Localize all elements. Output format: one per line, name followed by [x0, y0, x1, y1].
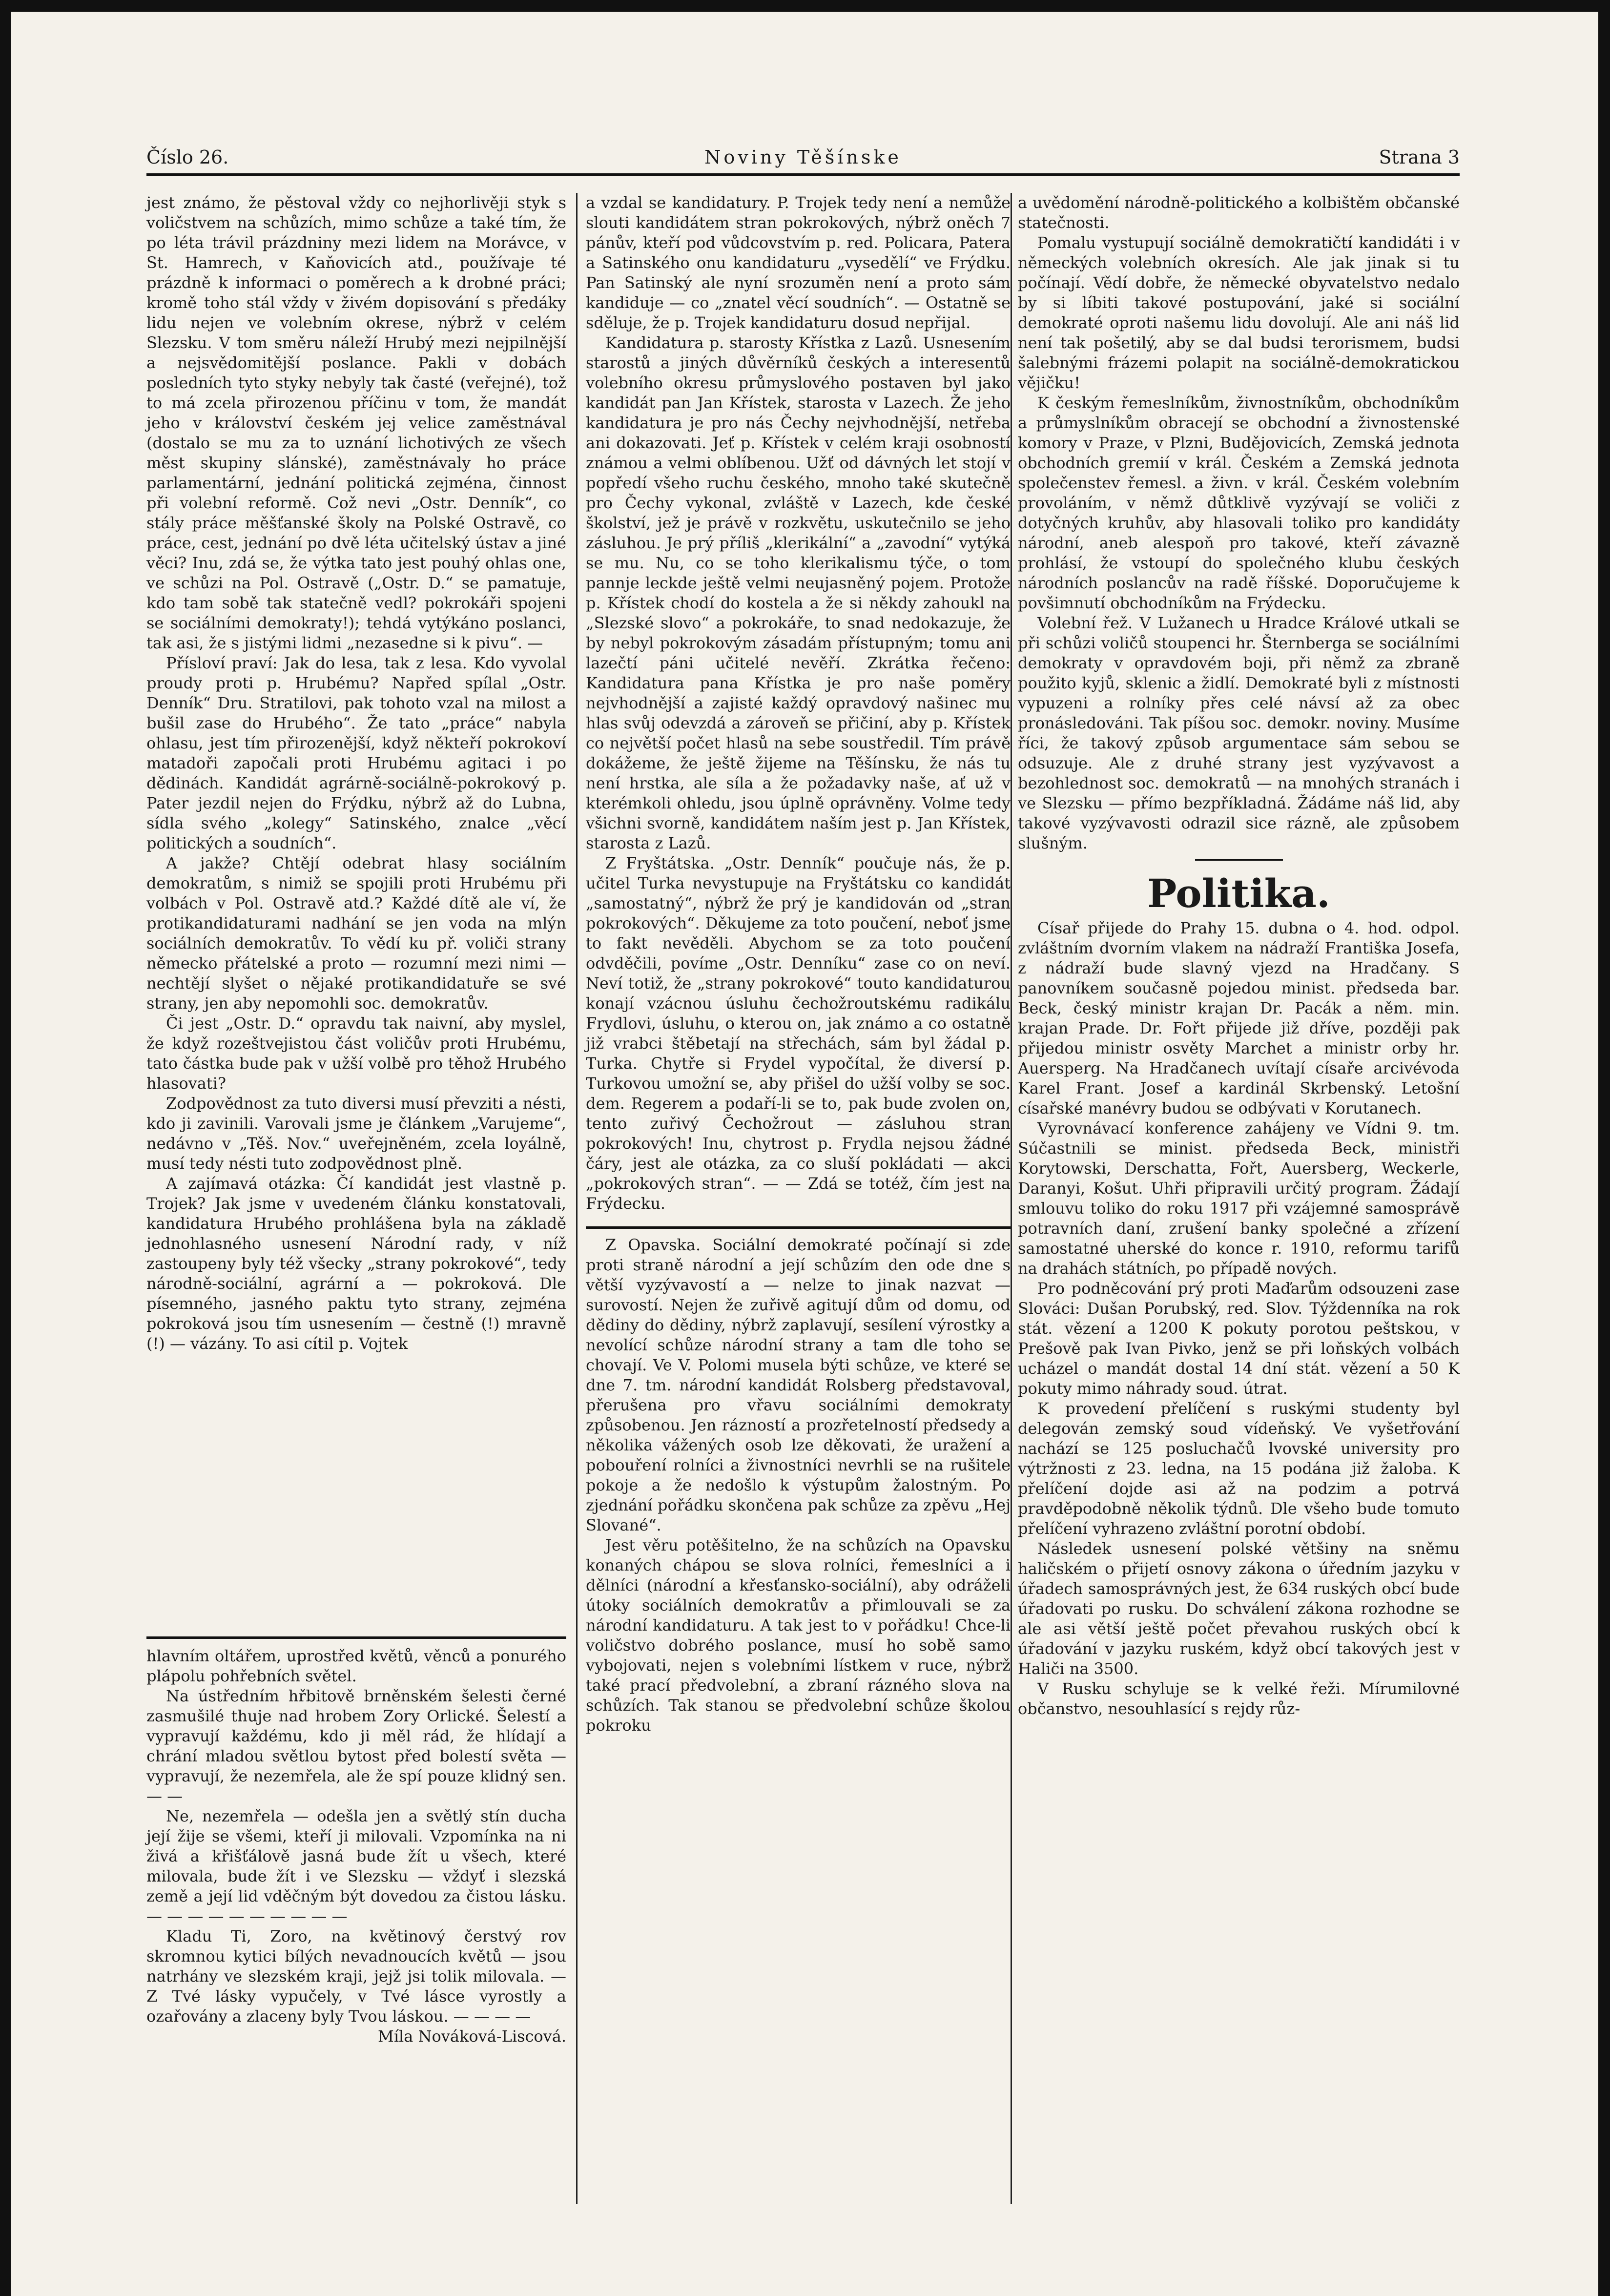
paragraph: Z Opavska. Sociální demokraté počínají si zde proti straně národní a její schůzím den ode dne s větší vyzývavostí a — nelze to jinak nazvat — surovostí. Nejen že zuřivě agitují dům od domu, od dědiny do dědiny, nýbrž zaplavují, sesílení výrostky a nevolící schůze národní strany a tam dle toho se chovají. Ve V. Polomi musela býti schůze, ve které se dne 7. tm. národní kandidát Rolsberg představoval, přerušena pro vřavu sociálními demokraty způsobenou. Jen rázností a prozřetelností předsedy a několika vážených osob lze děkovati, že uražení a pobouření rolníci a živnostníci nevrhli se na rušitele pokoje a že nedošlo k výstupům žalostným. Po zjednání pořádku skončena pak schůze za zpěvu „Hej Slované“.	[586, 1236, 1011, 1534]
paragraph: Přísloví praví: Jak do lesa, tak z lesa. Kdo vyvolal proudy proti p. Hrubému? Napřed spílal „Ostr. Denník“ Dru. Stratilovi, pak tohoto vzal na milost a bušil zase do Hrubého“. Že tato „práce“ nabyla ohlasu, jest tím přirozenější, když někteří pokrokoví matadoři započali proti Hrubému agitaci i po dědinách. Kandidát agrárně-sociálně-pokrokový p. Pater jezdil nejen do Frýdku, nýbrž až do Lubna, sídla svého „kolegy“ Satinského, znalce „věcí politických a soudních“.	[146, 654, 566, 852]
column-divider	[1011, 193, 1012, 2204]
paragraph: jest známo, že pěstoval vždy co nejhorlivěji styk s voličstvem na schůzích, mimo schůze a také tím, že po léta trávil prázdniny mezi lidem na Morávce, v St. Hamrech, v Kaňovicích atd., používaje té prázdně k informaci o poměrech a k drobné práci; kromě toho stál vždy v živém dopisování s předáky lidu nejen ve volebním okrese, nýbrž v celém Slezsku. V tom směru náleží Hrubý mezi nejpilnější a nejsvědomitější poslance. Pakli v dobách posledních tyto styky nebyly tak časté (veřejné), tož to má zcela přirozenou příčinu v tom, že mandát jeho v království českém jej velice zaměstnával (dostalo se mu za to uznání lichotivých ze všech měst skupiny slánské), zaměstnávaly ho práce parlamentární, jednání politická zejména, činnost při volební reformě. Což nevi „Ostr. Denník“, co stály práce měšťanské školy na Polské Ostravě, co práce, cest, jednání po dvě léta učitelský ústav a jiné věci? Inu, zdá se, že výtka tato jest pouhý ohlas one, ve schůzi na Pol. Ostravě („Ostr. D.“ se pamatuje, kdo tam sobě tak statečně vedl? pokrokáři spojeni se sociálními demokraty!); tehdá vytýkáno poslanci, tak asi, že s jistými lidmi „nezasedne si k pivu“. —	[146, 193, 566, 652]
paragraph: Zodpovědnost za tuto diversi musí převziti a nésti, kdo ji zavinili. Varovali jsme je článkem „Varujeme“, nedávno v „Těš. Nov.“ uveřejněném, zcela loyálně, musí tedy nésti tuto zodpovědnost plně.	[146, 1094, 566, 1173]
paragraph: Volební řež. V Lužanech u Hradce Králové utkali se při schůzi voličů stoupenci hr. Šternberga se sociálními demokraty v opravdovém boji, při němž za zbraně použito kyjů, sklenic a židlí. Demokraté byli z místnosti vypuzeni a rolníky přes celé návsí až za obec pronásledováni. Tak píšou soc. demokr. noviny. Musíme říci, že takový způsob argumentace sám sebou se odsuzuje. Ale z druhé strany jest vyzývavost a bezohlednost soc. demokratů — na mnohých stranách i ve Slezsku — přímo bezpříkladná. Žádáme náš lid, aby takové vyzývavosti odrazil sice rázně, ale způsobem slušným.	[1018, 614, 1460, 852]
issue-number: Číslo 26.	[146, 146, 229, 168]
column-divider	[576, 193, 578, 2204]
header-rule	[146, 173, 1460, 176]
scan-border-left	[0, 0, 11, 2296]
paragraph: Vyrovnávací konference zahájeny ve Vídni 9. tm. Súčastnili se minist. předseda Beck, ministři Korytowski, Derschatta, Fořt, Auersberg, Weckerle, Daranyi, Košut. Uhři připravili určitý program. Žádají smlouvu toliko do roku 1917 při vzájemné samosprávě potravních daní, zrušení banky společné a zřízení samostatné uherské do konce r. 1910, reformu tarifů na drahách státních, po případě nových.	[1018, 1119, 1460, 1278]
paragraph: Z Fryštátska. „Ostr. Denník“ poučuje nás, že p. učitel Turka nevystupuje na Fryštátsku co kandidát „samostatný“, nýbrž že prý je kandidován od „stran pokrokových“. Děkujeme za toto poučení, neboť jsme to fakt nevěděli. Abychom se za toto poučení odvděčili, povíme „Ostr. Denníku“ zase co on neví. Neví totiž, že „strany pokrokové“ touto kandidaturou konají vzácnou úsluhu čechožroutskému radikálu Frydlovi, úsluhu, o kterou on, jak známo a co ostatně již vrabci štěbetají na střechách, sám byl žádal p. Turka. Chytře si Frydel vypočítal, že diversí p. Turkovou umožní se, aby přišel do užší volby se soc. dem. Regerem a podaří-li se to, pak bude zvolen on, tento zuřivý Čechožrout — zásluhou stran pokrokových! Inu, chytrost p. Frydla nejsou žádné čáry, jest ale otázka, za co sluší pokládati — akci „pokrokových stran“. — — Zdá se totéž, čím jest na Frýdecku.	[586, 854, 1011, 1213]
paragraph: a vzdal se kandidatury. P. Trojek tedy není a nemůže slouti kandidátem stran pokrokových, nýbrž oněch 7 pánův, kteří pod vůdcovstvím p. red. Policara, Patera a Satinského onu kandidaturu „vysedělí“ ve Frýdku. Pan Satinský ale nyní srozuměn není a proto sám kandiduje — co „znatel věcí soudních“. — Ostatně se sděluje, že p. Trojek kandidaturu dosud nepřijal.	[586, 193, 1011, 332]
paragraph: Kladu Ti, Zoro, na květinový čerstvý rov skromnou kytici bílých nevadnoucích květů — jsou natrhány ve slezském kraji, jejž jsi tolik milovala. — Z Tvé lásky vypučely, v Tvé lásce vyrostly a ozařovány a zlaceny byly Tvou láskou. — — — —	[146, 1927, 566, 2026]
paragraph: Na ústředním hřbitově brněnském šelesti černé zasmušilé thuje nad hrobem Zory Orlické. Šelestí a vypravují každému, kdo ji měl rád, že hlídají a chrání mladou světlou bytost před bolestí světa — vypravují, že nezemřela, ale že spí pouze klidný sen. — —	[146, 1687, 566, 1805]
column-2-lower	[586, 1235, 1011, 1736]
paragraph: Ne, nezemřela — odešla jen a světlý stín ducha její žije se všemi, kteří ji milovali. Vzpomínka na ni živá a křišťálově jasná bude žít u všech, které milovala, bude žít i ve Slezsku — vždyť i slezská země a její lid vděčným být dovedou za čistou lásku. — — — — — — — — — —	[146, 1807, 566, 1925]
author-signature: Míla Nováková-Liscová.	[378, 2027, 566, 2046]
newspaper-title: Noviny Těšínske	[704, 146, 902, 168]
scan-border-top	[0, 0, 1610, 12]
paragraph: Kandidatura p. starosty Křístka z Lazů. Usnesením starostů a jiných důvěrníků českých a interesentů volebního okresu průmyslového postaven byl jako kandidát pan Jan Křístek, starosta v Lazech. Že jeho kandidatura je pro nás Čechy nejvhodnější, netřeba ani dokazovati. Jeť p. Křístek v celém kraji osobností známou a velmi oblíbenou. Užť od dávných let stojí v popředí všeho ruchu českého, mnoho také skutečně pro Čechy vykonal, zvláště v Lazech, kde české školství, jež je právě v rozkvětu, uskutečnilo se jeho zásluhou. Je prý příliš „klerikální“ a „zavodní“ vytýká se mu. Nu, co se toho klerikalismu týče, o tom pannje leckde ještě velmi neujasněný pojem. Protože p. Křístek chodí do kostela a že si někdy zahoukl na „Slezské slovo“ a pokrokáře, to snad nedokazuje, že by nebyl pokrokovým zásadám přístupným; tomu ani lazečtí páni učitelé nevěří. Zkrátka řečeno: Kandidatura pana Křístka je pro naše poměry nejvhodnější a zajisté každý opravdový našinec mu hlas svůj odevzdá a zároveň se přičiní, aby p. Křístek co největší počet hlasů na sebe soustředil. Tím právě dokážeme, že ještě žijeme na Těšínsku, že nás tu není hrstka, ale síla a že požadavky naše, ať už v kterémkoli ohledu, jsou úplně oprávněny. Volme tedy všichni svorně, kandidátem naším jest p. Jan Křístek, starosta z Lazů.	[586, 333, 1011, 852]
paragraph: a uvědomění národně-politického a kolbištěm občanské statečnosti.	[1018, 193, 1460, 232]
paragraph: Následek usnesení polské většiny na sněmu haličském o přijetí osnovy zákona o úředním jazyku v úřadech samosprávných jest, že 634 ruských obcí bude úřadovati po rusku. Do schválení zákona rozhodne se ale asi větší ještě počet převahou ruských obcí k úřadování v jazyku ruském, když obcí takových jest v Haliči na 3500.	[1018, 1539, 1460, 1678]
section-separator	[146, 1636, 566, 1639]
page-number: Strana 3	[1379, 146, 1460, 168]
column-1-feuilleton	[146, 1646, 566, 2047]
paragraph: Císař přijede do Prahy 15. dubna o 4. hod. odpol. zvláštním dvorním vlakem na nádraží Františka Josefa, z nádraží bude slavný vjezd na Hradčany. S panovníkem současně pojedou minist. předseda bar. Beck, český ministr krajan Dr. Pacák a něm. min. krajan Prade. Dr. Fořt přijede již dříve, později pak přijedou ministr osvěty Marchet a ministr orby hr. Auersperg. Na Hradčanech uvítají císaře arcivévoda Karel Frant. Josef a kardinál Skrbenský. Letošní císařské manévry budou se odbývati v Korutanech.	[1018, 919, 1460, 1117]
paragraph: K českým řemeslníkům, živnostníkům, obchodníkům a průmyslníkům obracejí se obchodní a živnostenské komory v Praze, v Plzni, Budějovicích, Zemská jednota obchodních gremií v král. Českém a Zemská jednota společenstev řemesl. a živn. v král. Českém volebním provoláním, v němž důtklivě vyzývají se voliči z dotyčných kruhův, aby hlasovali toliko pro kandidáty národní, aneb alespoň pro takové, kteří závazně prohlásí, že vstoupí do společného klubu českých národních poslancův na radě říšské. Doporučujeme k povšimnutí obchodníkům na Frýdecku.	[1018, 393, 1460, 612]
column-2	[586, 193, 1011, 2214]
paragraph: hlavním oltářem, uprostřed květů, věnců a ponurého plápolu pohřebních světel.	[146, 1647, 566, 1685]
divider	[1195, 859, 1283, 861]
paragraph: K provedení přelíčení s ruskými studenty byl delegován zemský soud vídeňský. Ve vyšetřování nachází se 125 posluchačů lvovské university pro výtržnosti z 23. ledna, na 15 podána již žaloba. K přelíčení dojde asi až na podzim a potrvá pravděpodobně několik týdnů. Dle všeho bude tomuto přelíčení vyhrazeno zvláštní porotní období.	[1018, 1399, 1460, 1538]
paragraph: Jest věru potěšitelno, že na schůzích na Opavsku konaných chápou se slova rolníci, řemeslníci a i dělníci (národní a křesťansko-sociální), aby odráželi útoky sociálních demokratův a přimlouvali se za národní kandidaturu. A tak jest to v pořádku! Chce-li voličstvo dobrého poslance, musí ho sobě samo vybojovati, nejen s volebními lístkem v ruce, nýbrž také prací předvolební, a zbraní rázného slova na schůzích. Tak stanou se předvolební schůze školou pokroku	[586, 1536, 1011, 1735]
paragraph: V Rusku schyluje se k velké řeži. Mírumilovné občanstvo, nesouhlasící s rejdy růz-	[1018, 1679, 1460, 1718]
scan-border-right	[1598, 0, 1610, 2296]
paragraph: A jakže? Chtějí odebrat hlasy sociálním demokratům, s nimiž se spojili proti Hrubému při volbách v Pol. Ostravě atd.? Každé dítě ale ví, že protikandidaturami nadhání se jen voda na mlýn sociálních demokratův. To vědí ku př. voliči strany německo přátelské a proto — rozumní mezi nimi — nechtějí slyšet o nějaké protikandidatuře se své strany, jen aby nepomohli soc. demokratův.	[146, 854, 566, 1013]
section-heading: Politika.	[1147, 870, 1330, 916]
section-separator	[586, 1226, 1011, 1229]
paragraph: Pro podněcování prý proti Maďarům odsouzeni zase Slováci: Dušan Porubský, red. Slov. Týždenníka na rok stát. vězení a 1200 K pokuty porotou peštskou, v Prešově pak Ivan Pivko, jenž se při loňských volbách ucházel o mandát dostal 14 dní stát. vězení a 50 K pokuty mimo náhrady soud. útrat.	[1018, 1279, 1460, 1398]
paragraph: Či jest „Ostr. D.“ opravdu tak naivní, aby myslel, že když rozeštvejistou část voličův proti Hrubému, tato částka bude pak v užší volbě pro těhož Hrubého hlasovati?	[146, 1014, 566, 1093]
column-3	[1018, 193, 1460, 2214]
page-header	[146, 146, 1460, 166]
paragraph: Pomalu vystupují sociálně demokratičtí kandidáti i v německých volebních okresích. Ale jak jinak si tu počínají. Vědí dobře, že německé obyvatelstvo nedalo by si líbiti takové postupování, jaké si sociální demokraté oproti našemu lidu dovolují. Ale ani náš lid není tak pošetilý, aby se dal budsi terorismem, budsi šalebnými frázemi polapit na sociálně-demokratickou vějičku!	[1018, 233, 1460, 392]
paragraph: A zajímavá otázka: Čí kandidát jest vlastně p. Trojek? Jak jsme v uvedeném článku konstatovali, kandidatura Hrubého prohlášena byla na základě jednohlasného usnesení Národní rady, v níž zastoupeny byly též všecky „strany pokrokové“, tedy národně-sociální, agrární a — pokroková. Dle písemného, jasného paktu tyto strany, zejména pokroková jsou tím usnesením — čestně (!) mravně (!) — vázány. To asi cítil p. Vojtek	[146, 1174, 566, 1353]
